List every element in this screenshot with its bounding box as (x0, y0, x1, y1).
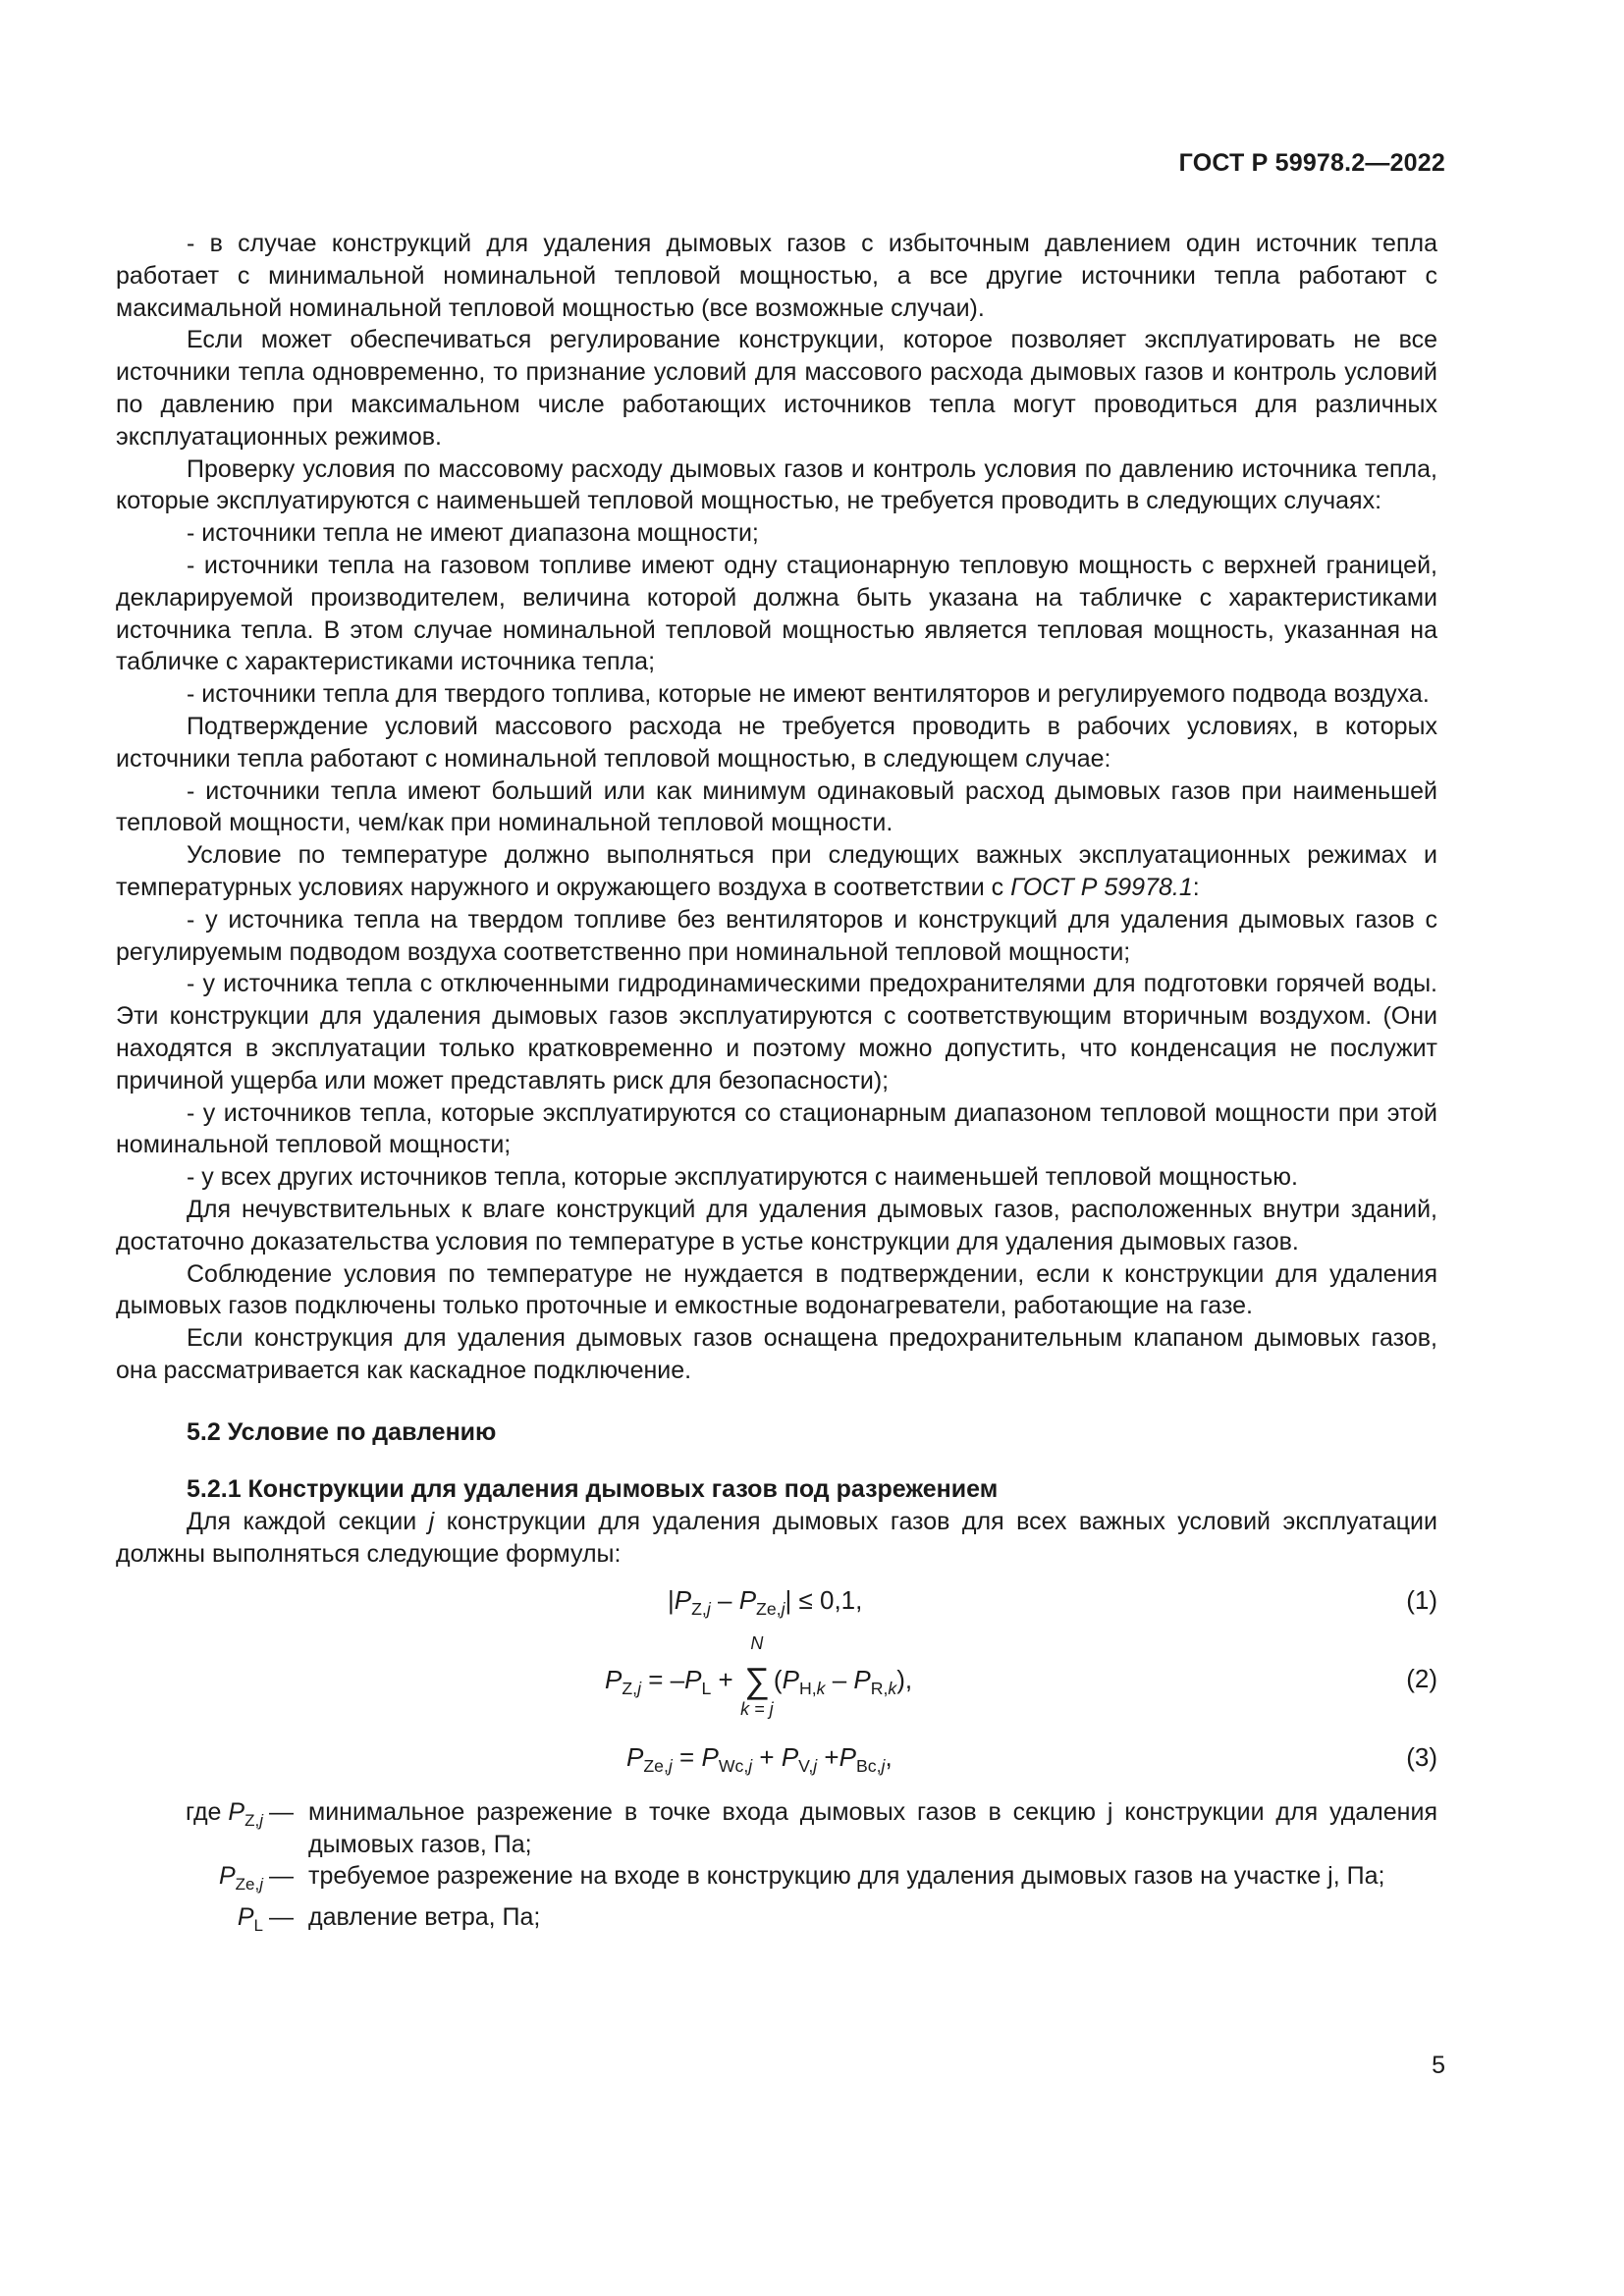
formula-2 (116, 1626, 1437, 1732)
standard-reference: ГОСТ Р 59978.1 (1010, 873, 1193, 901)
summation-lower-limit: k = j (740, 1698, 774, 1719)
definition-symbol: где $P_{Z,j}$ (185, 1797, 263, 1830)
formula-1 (116, 1580, 1437, 1626)
list-item: - у всех других источников тепла, которые эксплуатируются с наименьшей тепловой мощностью. (187, 1163, 1298, 1192)
formula-1-number: (1) (1406, 1584, 1437, 1615)
definition-row (116, 1796, 1437, 1861)
paragraph: Соблюдение условия по температуре не нуждается в подтверждении, если к конструкции для удаления дымовых газов подключены только проточные и емкостные водонагреватели, работающие на газе. (116, 1259, 1437, 1320)
formula-3-expression: $P_{Ze,j} = P_{Wc,j} + P_{V,j} +P_{Bc,j}$, (626, 1741, 893, 1777)
list-item: - источники тепла не имеют диапазона мощности; (187, 519, 759, 548)
paragraph: - в случае конструкций для удаления дымовых газов с избыточным давлением один источник тепла работает с минимальной номинальной тепловой мощностью, а все другие источники тепла работают с максимальной номинальной тепловой мощностью (все возможные случаи). (116, 230, 1437, 322)
temperature-intro-colon: : (1192, 873, 1200, 901)
paragraph: Подтверждение условий массового расхода не требуется проводить в рабочих условиях, в которых источники тепла работают с номинальной тепловой мощностью, в следующем случае: (116, 712, 1437, 773)
temperature-condition-paragraph (116, 839, 1437, 904)
paragraph: Если конструкция для удаления дымовых газов оснащена предохранительным клапаном дымовых газов, она рассматривается как каскадное подключение. (116, 1324, 1437, 1384)
definition-symbol: $P_{Ze,j}$ (218, 1862, 263, 1895)
formula-2-number: (2) (1406, 1663, 1437, 1693)
definition-symbol: $P_L$ (237, 1903, 263, 1936)
section-5-2-1-intro (116, 1506, 1437, 1571)
paragraph: Для нечувствительных к влаге конструкций для удаления дымовых газов, расположенных внутри зданий, достаточно доказательства условия по температуре в устье конструкции для удаления дымовых газов. (116, 1195, 1437, 1255)
intro-text-b: конструкции для удаления дымовых газов для всех важных условий эксплуатации должны выполняться следующие формулы: (116, 1508, 1437, 1569)
paragraph: Проверку условия по массовому расходу дымовых газов и контроль условия по давлению источника тепла, которые эксплуатируются с наименьшей тепловой мощностью, не требуется проводить в следующих случаях: (116, 454, 1437, 515)
list-item: - у источника тепла с отключенными гидродинамическими предохранителями для подготовки горячей воды. Эти конструкции для удаления дымовых газов эксплуатируются с соответствующим вторичным воздухом. (Они находятся в эксплуатации только кратковременно и поэтому можно допустить, что конденсация не послужит причиной ущерба или может представлять риск для безопасности); (116, 970, 1437, 1095)
definition-text: давление ветра, Па; (308, 1903, 541, 1932)
formula-1-tail: ≤ 0,1, (791, 1584, 863, 1615)
list-item: - источники тепла имеют больший или как минимум одинаковый расход дымовых газов при наименьшей тепловой мощности, чем/как при номинальной тепловой мощности. (116, 776, 1437, 837)
page-number: 5 (1432, 2052, 1445, 2079)
list-item: - у источников тепла, которые эксплуатируются со стационарным диапазоном тепловой мощности при этой номинальной тепловой мощности; (116, 1098, 1437, 1159)
definition-row (116, 1901, 1437, 1943)
formula-3-number: (3) (1406, 1741, 1437, 1772)
definition-row (116, 1860, 1437, 1901)
list-item: - источники тепла на газовом топливе имеют одну стационарную тепловую мощность с верхней границей, декларируемой производителем, величина которой должна быть указана на табличке с характеристиками источника тепла. В этом случае номинальной тепловой мощностью является тепловая мощность, указанная на табличке с характеристиками источника тепла; (116, 551, 1437, 676)
definition-text: требуемое разрежение на входе в конструкцию для удаления дымовых газов на участке j, Па; (308, 1862, 1385, 1891)
temperature-intro-text: Условие по температуре должно выполняться при следующих важных эксплуатационных режимах и температурных условиях наружного и окружающего воздуха в соответствии с (116, 841, 1437, 901)
list-item: - источники тепла для твердого топлива, которые не имеют вентиляторов и регулируемого подвода воздуха. (187, 680, 1430, 709)
list-item: - у источника тепла на твердом топливе без вентиляторов и конструкций для удаления дымовых газов с регулируемым подводом воздуха соответственно при номинальной тепловой мощности; (116, 905, 1437, 966)
symbol-definitions (116, 1796, 1437, 1943)
formula-1-expression: $|P_{Z,j} - P_{Ze,j}| \le 0,1$, (668, 1584, 863, 1620)
intro-text-a: Для каждой секции (187, 1508, 429, 1536)
summation-symbol: N ∑ k = j (740, 1663, 774, 1700)
definition-dash: — (269, 1903, 294, 1932)
page-body (116, 228, 1437, 1943)
paragraph: Если может обеспечиваться регулирование конструкции, которое позволяет эксплуатировать не все источники тепла одновременно, то признание условий для массового расхода дымовых газов и контроль условий по давлению при максимальном числе работающих источников тепла могут проводиться для различных эксплуатационных режимов. (116, 326, 1437, 451)
definition-dash: — (269, 1797, 294, 1826)
definition-lead: где (185, 1797, 222, 1826)
variable-j: j (428, 1508, 435, 1536)
section-heading-5-2-1: 5.2.1 Конструкции для удаления дымовых газов под разрежением (187, 1475, 999, 1504)
summation-upper-limit: N (750, 1632, 764, 1653)
definition-dash: — (269, 1862, 294, 1891)
formula-2-expression: $P_{Z,j} = -P_L$ + N ∑ k = j $(P_{H,k} - P_{R,k})$, (605, 1663, 912, 1705)
document-code-header: ГОСТ Р 59978.2—2022 (1178, 149, 1445, 177)
definition-text: минимальное разрежение в точке входа дымовых газов в секцию j конструкции для удаления дымовых газов, Па; (308, 1797, 1437, 1858)
formula-3 (116, 1737, 1437, 1783)
section-heading-5-2: 5.2 Условие по давлению (187, 1417, 497, 1446)
